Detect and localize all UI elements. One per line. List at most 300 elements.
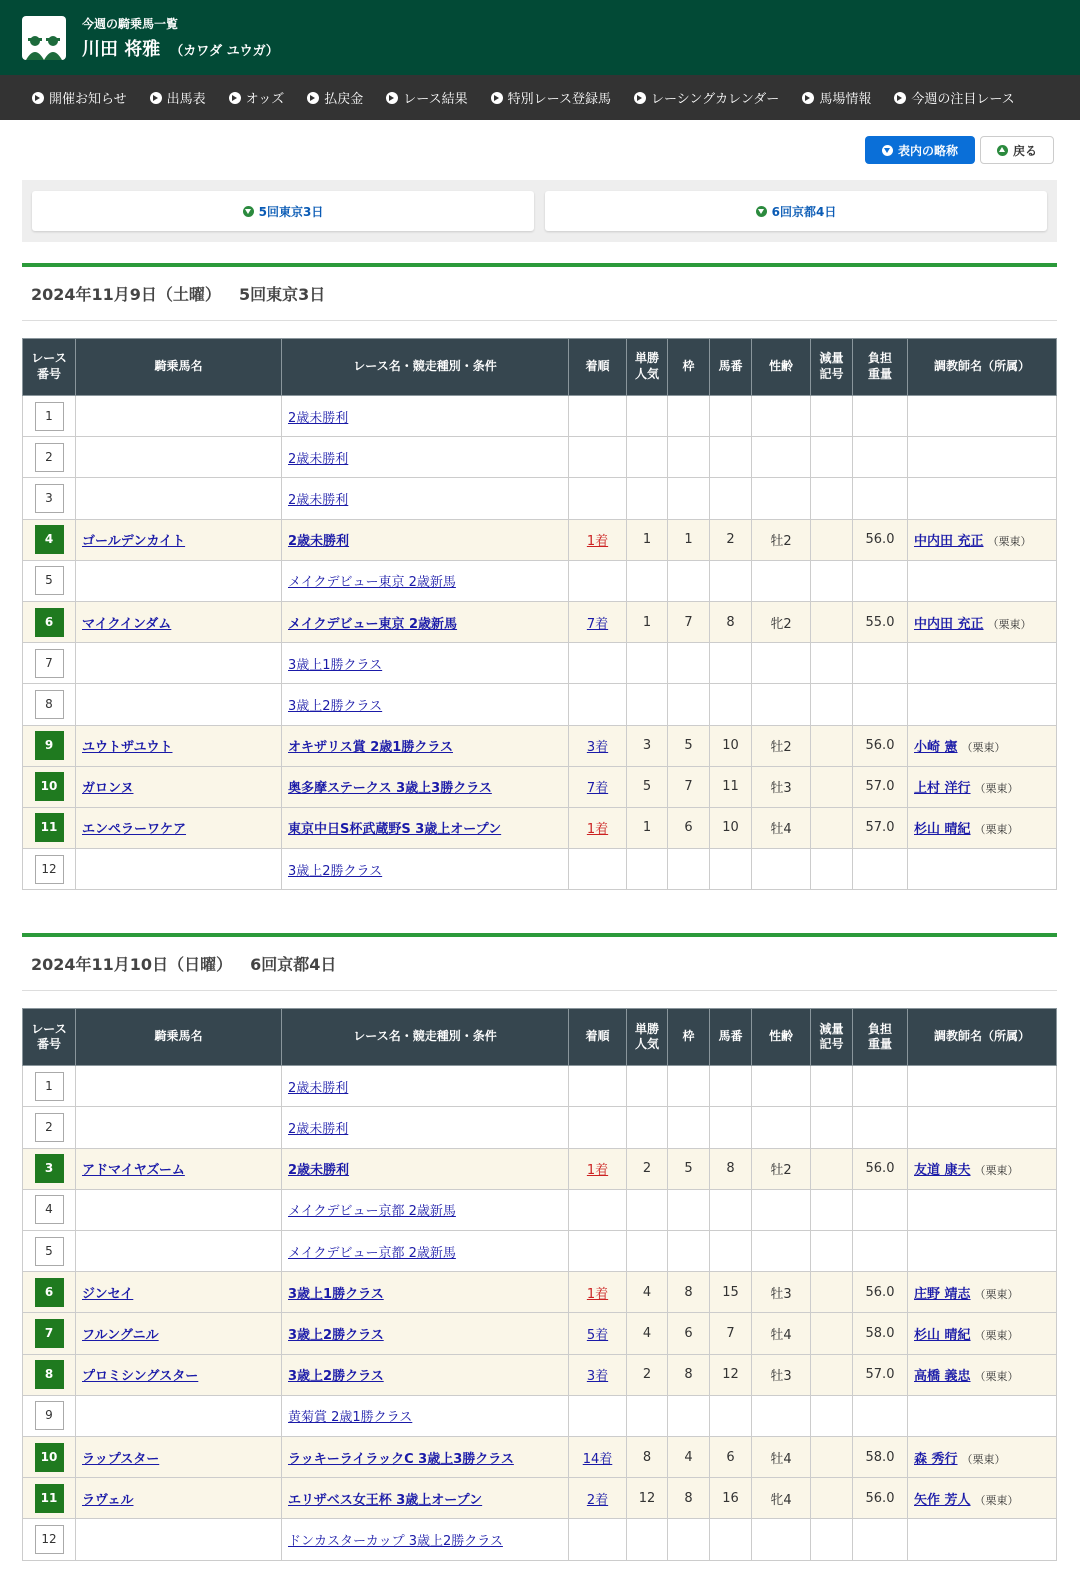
race-link[interactable]: 2歳未勝利 — [288, 492, 349, 508]
waku-cell — [668, 437, 710, 478]
trainer-affiliation: （栗東） — [961, 1452, 1006, 1466]
race-cell — [282, 1519, 569, 1560]
waku-cell — [668, 1231, 710, 1272]
trainer-link[interactable]: 友道 康夫 — [914, 1163, 971, 1179]
weight-cell — [853, 1231, 908, 1272]
race-number[interactable]: 6 — [35, 608, 64, 637]
race-number-cell — [23, 807, 76, 848]
popularity-cell — [627, 1189, 668, 1230]
race-link[interactable]: 東京中日S杯武蔵野S 3歳上オープン — [288, 822, 502, 838]
col-waku: 枠 — [668, 1009, 710, 1066]
ride-table — [22, 1008, 1057, 1560]
race-number-cell — [23, 437, 76, 478]
nav-item[interactable] — [802, 88, 871, 107]
sex-age-cell — [752, 1395, 811, 1436]
horse-link[interactable]: アドマイヤズーム — [82, 1163, 185, 1179]
race-link[interactable]: 2歳未勝利 — [288, 1080, 349, 1096]
trainer-link[interactable]: 杉山 晴紀 — [914, 1327, 971, 1343]
umaban-cell: 7 — [710, 1313, 752, 1354]
reduction-cell — [811, 1478, 853, 1519]
back-label: 戻る — [1013, 143, 1038, 158]
weight-cell: 56.0 — [853, 1148, 908, 1189]
umaban-cell: 8 — [710, 1148, 752, 1189]
chevron-up-icon — [997, 145, 1008, 156]
waku-cell — [668, 560, 710, 601]
nav-item[interactable] — [150, 88, 206, 107]
reduction-cell — [811, 560, 853, 601]
finish-cell — [569, 1107, 627, 1148]
trainer-cell — [908, 1148, 1057, 1189]
col-horse: 騎乗馬名 — [76, 1009, 282, 1066]
waku-cell: 6 — [668, 807, 710, 848]
chevron-down-icon — [243, 206, 254, 217]
sex-age-cell: 牡4 — [752, 1436, 811, 1477]
nav-item[interactable] — [894, 88, 1014, 107]
race-date: 2024年11月9日（土曜） — [31, 285, 221, 304]
horse-cell — [76, 1107, 282, 1148]
race-cell — [282, 1395, 569, 1436]
weight-cell — [853, 684, 908, 725]
race-link[interactable]: 3歳上2勝クラス — [288, 1369, 384, 1385]
race-link[interactable]: 3歳上2勝クラス — [288, 863, 383, 879]
finish-link[interactable]: 1着 — [586, 822, 609, 838]
reduction-cell — [811, 1519, 853, 1560]
umaban-cell — [710, 684, 752, 725]
col-horse: 騎乗馬名 — [76, 339, 282, 396]
sex-age-cell: 牡4 — [752, 807, 811, 848]
nav-item[interactable] — [634, 88, 779, 107]
table-row — [23, 643, 1057, 684]
trainer-link[interactable]: 上村 洋行 — [914, 781, 971, 797]
horse-cell — [76, 1313, 282, 1354]
race-number[interactable]: 1 — [35, 1072, 64, 1101]
race-number[interactable]: 5 — [35, 1237, 64, 1266]
trainer-cell — [908, 1354, 1057, 1395]
race-link[interactable]: メイクデビュー京都 2歳新馬 — [288, 1204, 456, 1220]
trainer-affiliation: （栗東） — [974, 782, 1019, 796]
trainer-cell — [908, 1313, 1057, 1354]
trainer-link[interactable]: 小崎 憲 — [914, 740, 958, 756]
waku-cell: 5 — [668, 1148, 710, 1189]
trainer-link[interactable]: 矢作 芳人 — [914, 1492, 971, 1508]
horse-cell — [76, 766, 282, 807]
finish-link[interactable]: 1着 — [586, 1286, 609, 1302]
race-number-cell — [23, 1231, 76, 1272]
horse-cell — [76, 1272, 282, 1313]
table-row — [23, 807, 1057, 848]
ride-table — [22, 338, 1057, 890]
waku-cell: 1 — [668, 519, 710, 560]
popularity-cell — [627, 437, 668, 478]
reduction-cell — [811, 519, 853, 560]
meeting-link-tokyo[interactable] — [32, 191, 534, 231]
race-cell — [282, 560, 569, 601]
horse-cell — [76, 1395, 282, 1436]
race-number[interactable]: 8 — [35, 690, 64, 719]
finish-link[interactable]: 7着 — [586, 781, 609, 797]
race-number[interactable]: 7 — [35, 1319, 64, 1348]
finish-cell — [569, 1148, 627, 1189]
race-number[interactable]: 1 — [35, 402, 64, 431]
nav-item[interactable] — [491, 88, 611, 107]
umaban-cell — [710, 1231, 752, 1272]
trainer-affiliation: （栗東） — [974, 823, 1019, 837]
waku-cell: 5 — [668, 725, 710, 766]
race-link[interactable]: 2歳未勝利 — [288, 410, 349, 426]
col-weight: 負担 重量 — [853, 1009, 908, 1066]
race-cell — [282, 766, 569, 807]
race-number[interactable]: 11 — [35, 813, 64, 842]
race-number-cell — [23, 1395, 76, 1436]
table-row — [23, 396, 1057, 437]
waku-cell — [668, 643, 710, 684]
race-number[interactable]: 9 — [35, 1401, 64, 1430]
waku-cell — [668, 1519, 710, 1560]
trainer-cell — [908, 478, 1057, 519]
finish-cell — [569, 601, 627, 642]
finish-cell — [569, 1436, 627, 1477]
trainer-affiliation: （栗東） — [974, 1370, 1019, 1384]
race-link[interactable]: 3歳上2勝クラス — [288, 1327, 384, 1343]
umaban-cell — [710, 643, 752, 684]
race-number-cell — [23, 1272, 76, 1313]
weight-cell — [853, 1189, 908, 1230]
col-reduction: 減量 記号 — [811, 339, 853, 396]
table-row — [23, 1519, 1057, 1560]
table-row — [23, 1478, 1057, 1519]
table-row — [23, 1313, 1057, 1354]
umaban-cell — [710, 1107, 752, 1148]
horse-cell — [76, 1189, 282, 1230]
sex-age-cell: 牡2 — [752, 725, 811, 766]
reduction-cell — [811, 1436, 853, 1477]
finish-cell — [569, 643, 627, 684]
horse-link[interactable]: ユウトザユウト — [82, 740, 173, 756]
action-buttons — [0, 120, 1080, 180]
race-number[interactable]: 5 — [35, 566, 64, 595]
race-cell — [282, 1231, 569, 1272]
sex-age-cell — [752, 437, 811, 478]
race-cell — [282, 396, 569, 437]
horse-link[interactable]: ゴールデンカイト — [82, 534, 186, 550]
race-number-cell — [23, 1066, 76, 1107]
table-row — [23, 560, 1057, 601]
weight-cell — [853, 1107, 908, 1148]
umaban-cell: 15 — [710, 1272, 752, 1313]
umaban-cell: 10 — [710, 725, 752, 766]
weight-cell — [853, 849, 908, 890]
finish-link[interactable]: 2着 — [586, 1492, 609, 1508]
table-row — [23, 601, 1057, 642]
popularity-cell: 2 — [627, 1148, 668, 1189]
race-cell — [282, 601, 569, 642]
race-link[interactable]: 2歳未勝利 — [288, 534, 350, 550]
sex-age-cell — [752, 478, 811, 519]
meeting-link-label: 5回東京3日 — [258, 204, 324, 219]
nav-item[interactable] — [386, 88, 467, 107]
race-number-cell — [23, 684, 76, 725]
race-number[interactable]: 12 — [35, 855, 64, 884]
trainer-cell — [908, 1519, 1057, 1560]
reduction-cell — [811, 1354, 853, 1395]
race-number[interactable]: 3 — [35, 1154, 64, 1183]
col-weight: 負担 重量 — [853, 339, 908, 396]
race-number[interactable]: 10 — [35, 772, 64, 801]
sex-age-cell: 牝2 — [752, 601, 811, 642]
reduction-cell — [811, 1107, 853, 1148]
waku-cell: 6 — [668, 1313, 710, 1354]
trainer-cell — [908, 1066, 1057, 1107]
waku-cell: 7 — [668, 601, 710, 642]
race-number-cell — [23, 1519, 76, 1560]
race-cell — [282, 807, 569, 848]
horse-link[interactable]: ラヴェル — [82, 1492, 134, 1508]
finish-link[interactable]: 7着 — [586, 616, 609, 632]
trainer-link[interactable]: 中内田 充正 — [914, 534, 984, 550]
jockey-name — [82, 35, 279, 61]
sex-age-cell — [752, 1519, 811, 1560]
col-race: レース名・競走種別・条件 — [282, 339, 569, 396]
weight-cell: 58.0 — [853, 1313, 908, 1354]
finish-link[interactable]: 1着 — [586, 1163, 609, 1179]
reduction-cell — [811, 1066, 853, 1107]
reduction-cell — [811, 766, 853, 807]
race-number-cell — [23, 396, 76, 437]
race-number-cell — [23, 849, 76, 890]
popularity-cell: 1 — [627, 807, 668, 848]
race-number[interactable]: 9 — [35, 731, 64, 760]
finish-cell — [569, 1189, 627, 1230]
popularity-cell: 5 — [627, 766, 668, 807]
race-link[interactable]: ドンカスターカップ 3歳上2勝クラス — [288, 1533, 503, 1549]
finish-cell — [569, 1395, 627, 1436]
race-number-cell — [23, 478, 76, 519]
chevron-right-icon — [894, 92, 906, 104]
trainer-cell — [908, 601, 1057, 642]
popularity-cell — [627, 1519, 668, 1560]
horse-link[interactable]: フルングニル — [82, 1327, 159, 1343]
meeting-link-kyoto[interactable] — [545, 191, 1047, 231]
trainer-affiliation: （栗東） — [987, 617, 1032, 631]
trainer-link[interactable]: 高橋 義忠 — [914, 1369, 971, 1385]
table-header — [23, 339, 1057, 396]
reduction-cell — [811, 807, 853, 848]
finish-cell — [569, 478, 627, 519]
nav-item[interactable] — [229, 88, 285, 107]
horse-cell — [76, 1148, 282, 1189]
horse-link[interactable]: プロミシングスター — [82, 1369, 199, 1385]
horse-cell — [76, 396, 282, 437]
horse-cell — [76, 643, 282, 684]
reduction-cell — [811, 437, 853, 478]
trainer-link[interactable]: 中内田 充正 — [914, 616, 984, 632]
col-waku: 枠 — [668, 339, 710, 396]
race-link[interactable]: メイクデビュー東京 2歳新馬 — [288, 616, 458, 632]
race-number-cell — [23, 643, 76, 684]
race-number[interactable]: 12 — [35, 1525, 64, 1554]
trainer-cell — [908, 1189, 1057, 1230]
jockey-name-kana: （カワダ ユウガ） — [170, 43, 279, 59]
race-number[interactable]: 2 — [35, 1113, 64, 1142]
race-number-cell — [23, 725, 76, 766]
horse-cell — [76, 849, 282, 890]
chevron-right-icon — [386, 92, 398, 104]
weight-cell — [853, 396, 908, 437]
weight-cell: 56.0 — [853, 1478, 908, 1519]
trainer-cell — [908, 396, 1057, 437]
table-row — [23, 1066, 1057, 1107]
race-cell — [282, 1066, 569, 1107]
race-number[interactable]: 6 — [35, 1278, 64, 1307]
back-button[interactable] — [980, 136, 1054, 164]
umaban-cell — [710, 396, 752, 437]
reduction-cell — [811, 1231, 853, 1272]
table-row — [23, 1189, 1057, 1230]
finish-link[interactable]: 3着 — [586, 740, 609, 756]
popularity-cell — [627, 684, 668, 725]
trainer-affiliation: （栗東） — [974, 1493, 1019, 1507]
trainer-cell — [908, 725, 1057, 766]
popularity-cell — [627, 1231, 668, 1272]
finish-cell — [569, 849, 627, 890]
sex-age-cell — [752, 1189, 811, 1230]
table-row — [23, 1272, 1057, 1313]
waku-cell: 8 — [668, 1478, 710, 1519]
waku-cell: 8 — [668, 1272, 710, 1313]
meeting-name: 5回東京3日 — [238, 285, 326, 304]
horse-cell — [76, 478, 282, 519]
umaban-cell — [710, 1066, 752, 1107]
waku-cell — [668, 478, 710, 519]
race-link[interactable]: 3歳上2勝クラス — [288, 698, 383, 714]
race-link[interactable]: ラッキーライラックC 3歳上3勝クラス — [288, 1451, 514, 1467]
table-row — [23, 519, 1057, 560]
col-popularity: 単勝 人気 — [627, 339, 668, 396]
popularity-cell: 8 — [627, 1436, 668, 1477]
finish-cell — [569, 519, 627, 560]
trainer-affiliation: （栗東） — [974, 1328, 1019, 1342]
nav-item[interactable] — [307, 88, 363, 107]
umaban-cell: 11 — [710, 766, 752, 807]
race-number[interactable]: 11 — [35, 1484, 64, 1513]
umaban-cell — [710, 560, 752, 601]
horse-link[interactable]: ジンセイ — [82, 1286, 134, 1302]
umaban-cell: 8 — [710, 601, 752, 642]
reduction-cell — [811, 1189, 853, 1230]
nav-item-label: 出馬表 — [166, 92, 206, 107]
horse-cell — [76, 1231, 282, 1272]
race-number[interactable]: 8 — [35, 1360, 64, 1389]
horse-link[interactable]: マイクインダム — [82, 616, 172, 632]
table-row — [23, 1436, 1057, 1477]
waku-cell — [668, 1066, 710, 1107]
weight-cell — [853, 1395, 908, 1436]
umaban-cell — [710, 1519, 752, 1560]
reduction-cell — [811, 684, 853, 725]
popularity-cell — [627, 396, 668, 437]
race-day-section — [22, 933, 1057, 1560]
race-link[interactable]: メイクデビュー京都 2歳新馬 — [288, 1245, 456, 1261]
horse-link[interactable]: エンペラーワケア — [82, 822, 187, 838]
finish-link[interactable]: 1着 — [586, 534, 609, 550]
race-number[interactable]: 4 — [35, 525, 64, 554]
trainer-cell — [908, 766, 1057, 807]
race-number[interactable]: 2 — [35, 443, 64, 472]
finish-cell — [569, 1519, 627, 1560]
reduction-cell — [811, 1313, 853, 1354]
abbreviation-button[interactable] — [865, 136, 975, 164]
race-link[interactable]: メイクデビュー東京 2歳新馬 — [288, 575, 456, 591]
race-number[interactable]: 7 — [35, 649, 64, 678]
table-row — [23, 478, 1057, 519]
race-cell — [282, 1354, 569, 1395]
race-cell — [282, 1272, 569, 1313]
finish-cell — [569, 437, 627, 478]
race-link[interactable]: 3歳上1勝クラス — [288, 1286, 384, 1302]
col-race: レース名・競走種別・条件 — [282, 1009, 569, 1066]
race-number[interactable]: 4 — [35, 1195, 64, 1224]
horse-cell — [76, 1478, 282, 1519]
table-row — [23, 1231, 1057, 1272]
weight-cell — [853, 478, 908, 519]
popularity-cell — [627, 478, 668, 519]
day-heading — [22, 267, 1057, 321]
race-cell — [282, 849, 569, 890]
popularity-cell — [627, 1107, 668, 1148]
nav-item-label: 馬場情報 — [819, 92, 872, 107]
finish-link[interactable]: 5着 — [586, 1327, 609, 1343]
race-link[interactable]: 奥多摩ステークス 3歳上3勝クラス — [288, 781, 492, 797]
chevron-right-icon — [32, 92, 44, 104]
race-cell — [282, 1313, 569, 1354]
reduction-cell — [811, 1148, 853, 1189]
waku-cell: 8 — [668, 1354, 710, 1395]
popularity-cell: 12 — [627, 1478, 668, 1519]
race-link[interactable]: 3歳上1勝クラス — [288, 657, 383, 673]
horse-link[interactable]: ガロンヌ — [82, 781, 134, 797]
horse-cell — [76, 1066, 282, 1107]
col-sex-age: 性齢 — [752, 1009, 811, 1066]
finish-link[interactable]: 3着 — [586, 1369, 609, 1385]
col-popularity: 単勝 人気 — [627, 1009, 668, 1066]
race-link[interactable]: 2歳未勝利 — [288, 1122, 349, 1138]
race-cell — [282, 1148, 569, 1189]
race-link[interactable]: 2歳未勝利 — [288, 451, 349, 467]
nav-item-label: オッズ — [245, 92, 285, 107]
horse-cell — [76, 437, 282, 478]
weight-cell: 56.0 — [853, 519, 908, 560]
horse-link[interactable]: ラップスター — [82, 1451, 160, 1467]
race-number[interactable]: 3 — [35, 484, 64, 513]
finish-link[interactable]: 14着 — [582, 1451, 613, 1467]
trainer-link[interactable]: 森 秀行 — [914, 1451, 958, 1467]
trainer-link[interactable]: 庄野 靖志 — [914, 1286, 971, 1302]
race-number[interactable]: 10 — [35, 1443, 64, 1472]
race-number-cell — [23, 1354, 76, 1395]
day-heading — [22, 937, 1057, 991]
race-link[interactable]: オキザリス賞 2歳1勝クラス — [288, 740, 453, 756]
sex-age-cell — [752, 560, 811, 601]
race-link[interactable]: 2歳未勝利 — [288, 1163, 350, 1179]
nav-item[interactable] — [32, 88, 127, 107]
race-link[interactable]: エリザベス女王杯 3歳上オープン — [288, 1492, 483, 1508]
popularity-cell — [627, 560, 668, 601]
finish-cell — [569, 1478, 627, 1519]
race-link[interactable]: 黄菊賞 2歳1勝クラス — [288, 1410, 413, 1426]
trainer-cell — [908, 849, 1057, 890]
trainer-link[interactable]: 杉山 晴紀 — [914, 822, 971, 838]
waku-cell — [668, 684, 710, 725]
